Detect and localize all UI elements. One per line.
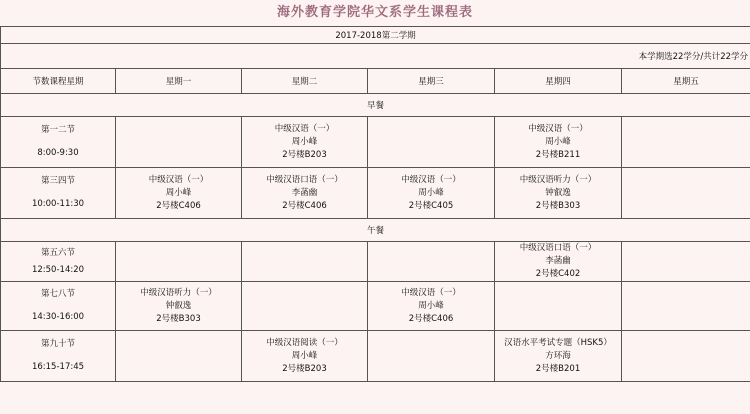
empty-cell [622, 282, 750, 331]
course-cell [116, 282, 242, 331]
period-time: 8:00-9:30 [37, 148, 79, 158]
empty-cell [495, 282, 622, 331]
period-row [1, 117, 750, 168]
course-name: 中级汉语（一） [401, 174, 461, 185]
course-teacher: 李菡幽 [545, 256, 571, 266]
course-teacher: 钟叡逸 [545, 187, 571, 198]
course-cell [495, 242, 622, 282]
course-name: 中级汉语口语（一） [266, 174, 343, 185]
course-name: 中级汉语听力（一） [519, 174, 597, 185]
course-room: 2号楼C402 [535, 269, 581, 279]
course-teacher: 周小峰 [291, 350, 318, 361]
period-time: 10:00-11:30 [31, 199, 85, 209]
period-time: 16:15-17:45 [31, 362, 85, 372]
empty-cell [622, 242, 750, 282]
period-cell [1, 242, 116, 282]
period-row [1, 168, 750, 219]
header-corner: 节数课程星期 [1, 69, 116, 94]
empty-cell [622, 117, 750, 168]
empty-cell [116, 242, 242, 282]
empty-cell [622, 168, 750, 219]
course-name: 中级汉语（一） [274, 123, 335, 134]
empty-cell [116, 117, 242, 168]
course-cell [495, 168, 622, 219]
course-cell [495, 331, 622, 382]
course-cell [495, 117, 622, 168]
period-name: 第七八节 [40, 289, 75, 299]
period-name: 第九十节 [40, 339, 75, 349]
period-row [1, 282, 750, 331]
credits-label: 本学期选22学分/共计22学分 [1, 44, 750, 69]
course-room: 2号楼B211 [535, 149, 581, 160]
period-cell [1, 282, 116, 331]
header-wednesday: 星期三 [368, 69, 495, 94]
empty-cell [368, 331, 495, 382]
course-teacher: 周小峰 [545, 136, 571, 147]
course-name: 中级汉语（一） [401, 287, 461, 298]
course-room: 2号楼B303 [535, 200, 581, 211]
course-cell [116, 168, 242, 219]
course-teacher: 李菡幽 [291, 187, 318, 198]
period-cell [1, 117, 116, 168]
course-teacher: 周小峰 [291, 136, 318, 147]
lunch-row: 午餐 [1, 219, 750, 242]
course-cell [242, 117, 368, 168]
course-cell [242, 331, 368, 382]
course-teacher: 周小峰 [418, 300, 444, 311]
course-name: 中级汉语阅读（一） [266, 337, 343, 348]
course-name: 中级汉语（一） [148, 174, 209, 185]
course-room: 2号楼C406 [282, 200, 327, 211]
empty-cell [242, 282, 368, 331]
course-teacher: 周小峰 [165, 187, 192, 198]
period-cell [1, 331, 116, 382]
empty-cell [622, 331, 750, 382]
course-teacher: 方环海 [545, 350, 571, 361]
header-thursday: 星期四 [495, 69, 622, 94]
course-room: 2号楼B203 [282, 149, 327, 160]
course-room: 2号楼C406 [408, 313, 454, 324]
course-teacher: 钟叡逸 [165, 300, 192, 311]
period-cell [1, 168, 116, 219]
breakfast-row: 早餐 [1, 94, 750, 117]
schedule-table [0, 26, 750, 382]
course-name: 汉语水平考试专题（HSK5） [504, 337, 612, 348]
empty-cell [368, 117, 495, 168]
course-name: 中级汉语口语（一） [519, 243, 597, 253]
course-cell [368, 282, 495, 331]
course-room: 2号楼C406 [156, 200, 201, 211]
period-name: 第五六节 [40, 247, 75, 258]
header-monday: 星期一 [116, 69, 242, 94]
period-name: 第一二节 [40, 125, 75, 135]
period-name: 第三四节 [40, 176, 75, 186]
period-row [1, 331, 750, 382]
course-room: 2号楼B203 [282, 363, 327, 374]
course-room: 2号楼C405 [408, 200, 454, 211]
header-friday: 星期五 [622, 69, 750, 94]
period-time: 14:30-16:00 [31, 312, 85, 322]
empty-cell [242, 242, 368, 282]
course-room: 2号楼B303 [156, 313, 201, 324]
course-cell [242, 168, 368, 219]
semester-label: 2017-2018第二学期 [1, 27, 750, 44]
course-room: 2号楼B201 [535, 363, 581, 374]
header-row [1, 69, 750, 94]
course-name: 中级汉语（一） [528, 123, 588, 134]
page-title: 海外教育学院华文系学生课程表 [276, 5, 473, 20]
course-cell [368, 168, 495, 219]
course-name: 中级汉语听力（一） [140, 287, 217, 298]
empty-cell [368, 242, 495, 282]
empty-cell [116, 331, 242, 382]
period-time: 12:50-14:20 [31, 264, 85, 275]
header-tuesday: 星期二 [242, 69, 368, 94]
course-teacher: 周小峰 [418, 187, 444, 198]
period-row [1, 242, 750, 282]
